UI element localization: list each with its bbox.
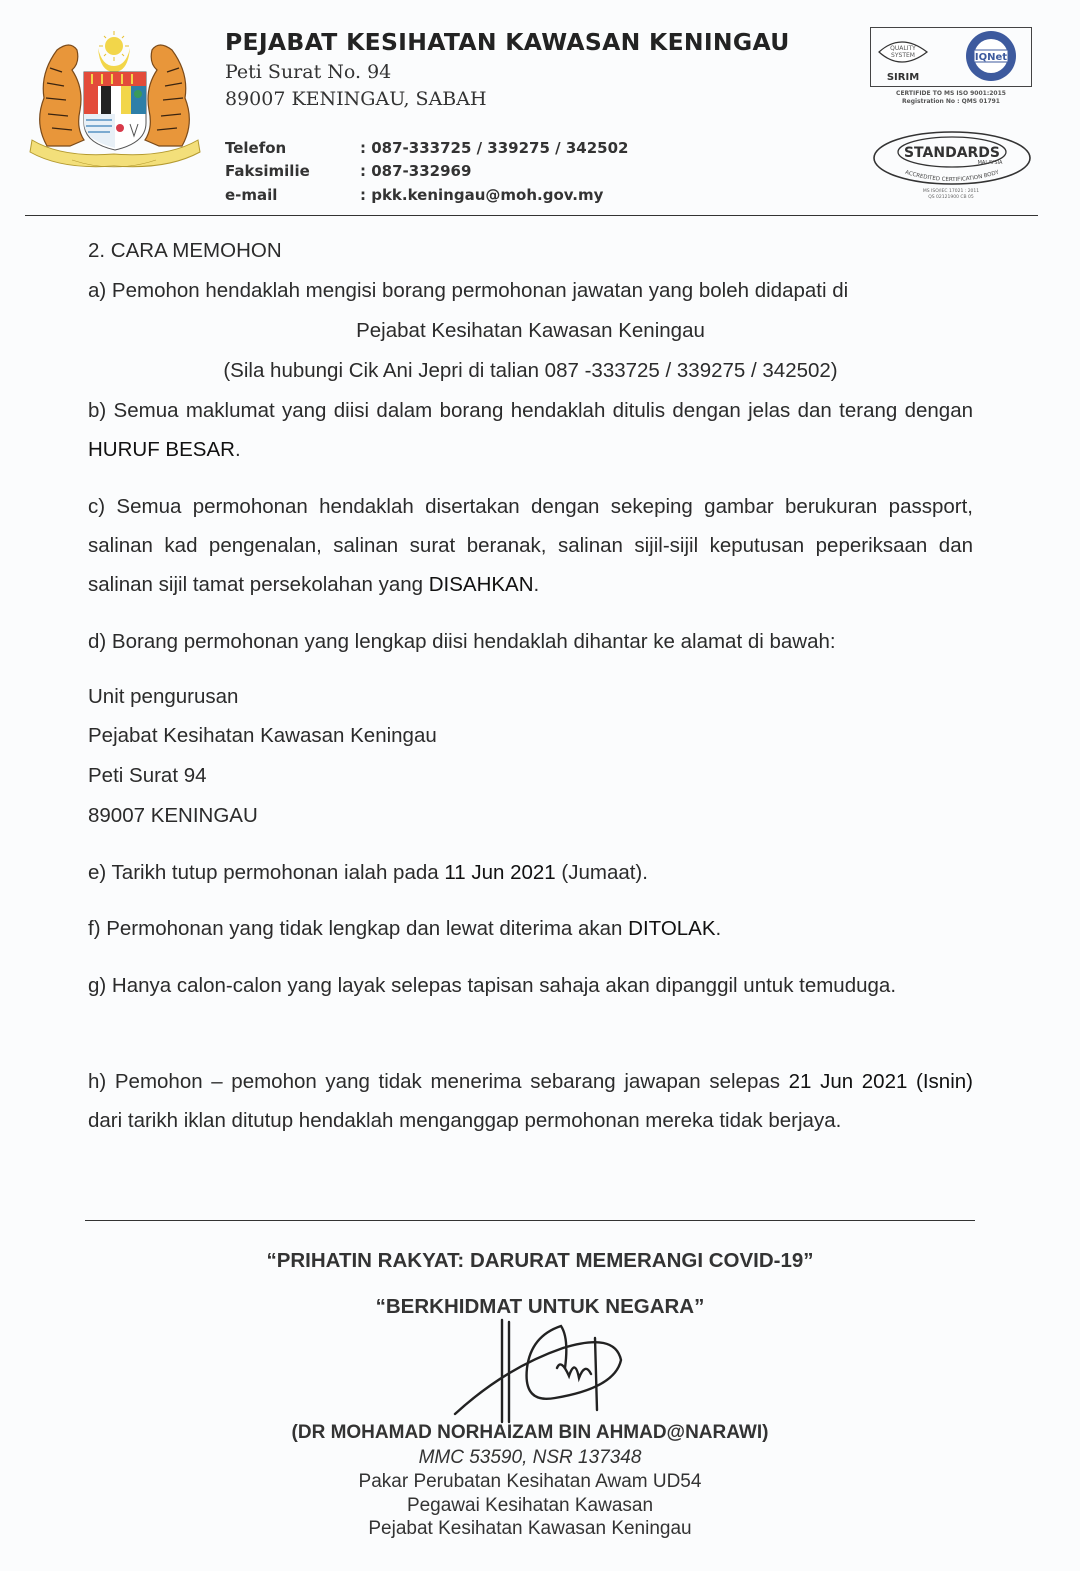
standards-malaysia-logo <box>872 130 1032 190</box>
item-e <box>88 853 973 892</box>
item-a-contact: (Sila hubungi Cik Ani Jepri di talian 087 -333725 / 339275 / 342502) <box>223 359 838 382</box>
item-c <box>88 487 973 604</box>
address-line: 89007 KENINGAU <box>88 804 258 827</box>
item-a-line-1: a) Pemohon hendaklah mengisi borang permohonan jawatan yang boleh didapati di <box>88 279 849 302</box>
item-c-text: c) Semua permohonan hendaklah disertakan dengan sekeping gambar berukuran passport, salinan kad pengenalan, salinan surat beranak, salinan sijil-sijil keputusan peperiksaan dan salinan sijil tamat persekolahan yang <box>88 495 973 596</box>
address-line-1: Peti Surat No. 94 <box>225 61 392 83</box>
quality-text: QUALITY <box>890 45 916 52</box>
item-h-text: h) Pemohon – pemohon yang tidak menerima sebarang jawapan selepas <box>88 1070 789 1093</box>
malaysia-text: MALAYSIA <box>977 160 1003 166</box>
fax-label: Faksimilie <box>225 162 310 180</box>
signatory-title-2: Pegawai Kesihatan Kawasan <box>406 1495 654 1516</box>
coat-of-arms-icon <box>22 28 207 173</box>
address-line: Pejabat Kesihatan Kawasan Keningau <box>88 724 437 747</box>
address-line-2: 89007 KENINGAU, SABAH <box>225 88 487 110</box>
motto-negara: “BERKHIDMAT UNTUK NEGARA” <box>375 1295 705 1318</box>
sun-icon <box>99 31 129 61</box>
standards-caption-1: MS ISO/IEC 17021 : 2011 <box>922 189 980 194</box>
tiger-left-icon <box>40 45 84 146</box>
telephone-value: : 087-333725 / 339275 / 342502 <box>360 139 629 157</box>
item-b-text: b) Semua maklumat yang diisi dalam borang hendaklah ditulis dengan jelas dan terang dengan <box>88 399 973 422</box>
item-d: d) Borang permohonan yang lengkap diisi hendaklah dihantar ke alamat di bawah: <box>88 630 836 653</box>
email-label: e-mail <box>225 186 278 204</box>
telephone-label: Telefon <box>225 139 287 157</box>
certification-logo-box <box>870 27 1032 87</box>
email-value[interactable]: : pkk.keningau@moh.gov.my <box>360 186 604 204</box>
item-f <box>88 909 973 948</box>
signatory-title-1: Pakar Perubatan Kesihatan Awam UD54 <box>358 1471 702 1492</box>
iqnet-logo <box>966 31 1016 81</box>
accredited-text: ACCREDITED CERTIFICATION BODY <box>904 169 1000 184</box>
footer-divider <box>85 1220 975 1221</box>
reply-deadline-day: (Isnin) <box>916 1070 973 1093</box>
standards-text: STANDARDS <box>903 145 1001 161</box>
item-h-end: dari tarikh iklan ditutup hendaklah menganggap permohonan mereka tidak berjaya. <box>88 1109 842 1132</box>
reply-deadline: 21 Jun 2021 <box>788 1070 908 1093</box>
item-f-text: f) Permohonan yang tidak lengkap dan lewat diterima akan <box>88 917 629 940</box>
address-line: Peti Surat 94 <box>88 764 207 787</box>
item-f-emphasis: DITOLAK <box>628 917 716 940</box>
item-e-end: (Jumaat). <box>555 861 648 884</box>
tiger-right-icon <box>145 45 189 146</box>
item-c-end: . <box>533 573 540 596</box>
handwritten-signature-icon <box>445 1318 645 1428</box>
sirim-quality-logo <box>879 42 927 83</box>
item-b <box>88 391 973 469</box>
organization-title: PEJABAT KESIHATAN KAWASAN KENINGAU <box>225 28 790 56</box>
item-h <box>88 1062 973 1140</box>
sirim-text: SIRIM <box>886 72 920 83</box>
registration-number: Registration No : QMS 01791 <box>902 98 1000 105</box>
item-c-emphasis: DISAHKAN <box>428 573 534 596</box>
item-a-office: Pejabat Kesihatan Kawasan Keningau <box>356 319 705 342</box>
address-line: Unit pengurusan <box>88 685 239 708</box>
header-divider <box>25 215 1038 216</box>
item-f-end: . <box>715 917 722 940</box>
item-b-emphasis: HURUF BESAR <box>88 438 235 461</box>
closing-date: 11 Jun 2021 <box>444 861 556 884</box>
signatory-name: (DR MOHAMAD NORHAIZAM BIN AHMAD@NARAWI) <box>291 1422 769 1443</box>
motto-covid: “PRIHATIN RAKYAT: DARURAT MEMERANGI COVID-19” <box>266 1249 814 1272</box>
standards-caption-2: QS 02121900 CB 05 <box>928 195 974 200</box>
certification-caption: CERTIFIDE TO MS ISO 9001:2015 <box>896 90 1006 97</box>
fax-value: : 087-332969 <box>360 162 472 180</box>
shield-icon <box>84 72 146 150</box>
signatory-title-3: Pejabat Kesihatan Kawasan Keningau <box>368 1518 692 1539</box>
item-b-end: . <box>234 438 241 461</box>
system-text: SYSTEM <box>891 52 915 59</box>
signatory-registration: MMC 53590, NSR 137348 <box>418 1447 642 1468</box>
item-g: g) Hanya calon-calon yang layak selepas tapisan sahaja akan dipanggil untuk temuduga. <box>88 974 897 997</box>
section-heading: 2. CARA MEMOHON <box>88 239 282 262</box>
item-e-text: e) Tarikh tutup permohonan ialah pada <box>88 861 445 884</box>
iqnet-text: IQNet <box>974 52 1008 63</box>
